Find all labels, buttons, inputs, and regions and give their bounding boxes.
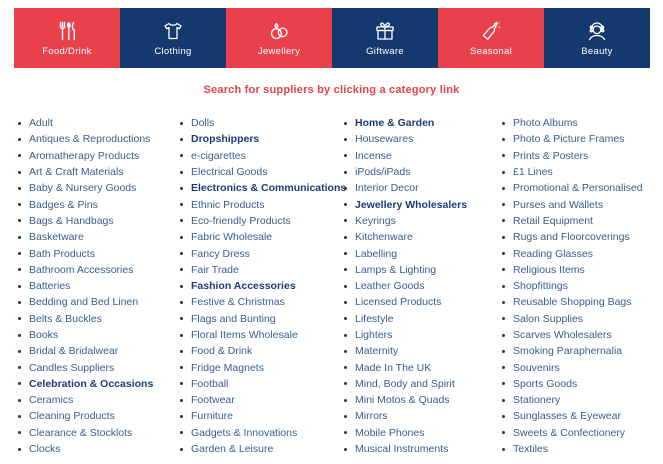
- category-list-item: [344, 213, 502, 229]
- category-list-item: [344, 131, 502, 147]
- category-link[interactable]: e-cigarettes: [191, 149, 246, 162]
- category-link[interactable]: Mirrors: [355, 410, 388, 423]
- category-list-item: [180, 196, 344, 212]
- category-list-item: [180, 376, 344, 392]
- category-list-item: [502, 278, 656, 294]
- category-list-item: [18, 327, 180, 343]
- category-list-item: [18, 229, 180, 245]
- category-list-item: [18, 408, 180, 424]
- category-list-item: [180, 294, 344, 310]
- tab-clothing[interactable]: [120, 8, 226, 68]
- category-list-item: [502, 164, 656, 180]
- category-list-item: [180, 213, 344, 229]
- tab-jewellery[interactable]: [226, 8, 332, 68]
- category-list-item: [18, 311, 180, 327]
- category-link[interactable]: Promotional & Personalised: [513, 182, 643, 195]
- tab-seasonal[interactable]: [438, 8, 544, 68]
- category-list-item: [180, 131, 344, 147]
- category-link[interactable]: Home & Garden: [355, 117, 435, 130]
- category-link[interactable]: Ceramics: [29, 394, 74, 407]
- tab-label: Clothing: [154, 46, 192, 57]
- category-column-2: [180, 115, 347, 457]
- category-link[interactable]: Photo Albums: [513, 117, 578, 130]
- category-list-item: [18, 376, 180, 392]
- category-link[interactable]: Maternity: [355, 345, 399, 358]
- category-list-item: [18, 359, 180, 375]
- category-list-item: [344, 278, 502, 294]
- category-list-item: [502, 359, 656, 375]
- category-list-item: [502, 196, 656, 212]
- rings-icon: [267, 19, 291, 43]
- category-link[interactable]: Made In The UK: [355, 361, 432, 374]
- category-link[interactable]: Bath Products: [29, 247, 95, 260]
- category-list-item: [180, 278, 344, 294]
- category-link[interactable]: Adult: [29, 117, 53, 130]
- category-column-3: [344, 115, 502, 457]
- category-link[interactable]: Bathroom Accessories: [29, 263, 134, 276]
- category-list-item: [502, 327, 656, 343]
- category-link[interactable]: Kitchenware: [355, 231, 413, 244]
- category-link[interactable]: Jewellery Wholesalers: [355, 198, 468, 211]
- category-link[interactable]: Religious Items: [513, 263, 585, 276]
- category-link[interactable]: Rugs and Floorcoverings: [513, 231, 630, 244]
- category-link[interactable]: Prints & Posters: [513, 149, 589, 162]
- category-list-item: [502, 213, 656, 229]
- category-list-item: [344, 408, 502, 424]
- category-link[interactable]: Textiles: [513, 443, 549, 456]
- category-link[interactable]: Batteries: [29, 280, 71, 293]
- category-list-item: [502, 425, 656, 441]
- category-list-item: [180, 327, 344, 343]
- category-list-item: [18, 148, 180, 164]
- category-link[interactable]: Aromatherapy Products: [29, 149, 140, 162]
- category-list-item: [344, 180, 502, 196]
- category-list-item: [344, 343, 502, 359]
- category-link[interactable]: Cleaning Products: [29, 410, 115, 423]
- category-link[interactable]: Food & Drink: [191, 345, 253, 358]
- category-link[interactable]: Bridal & Bridalwear: [29, 345, 119, 358]
- category-link[interactable]: Ethnic Products: [191, 198, 265, 211]
- category-link[interactable]: Antiques & Reproductions: [29, 133, 151, 146]
- category-list-item: [502, 408, 656, 424]
- category-list-item: [180, 408, 344, 424]
- category-link[interactable]: Labelling: [355, 247, 398, 260]
- category-list-item: [502, 343, 656, 359]
- category-list-item: [18, 262, 180, 278]
- category-list-item: [502, 131, 656, 147]
- category-link[interactable]: Bags & Handbags: [29, 214, 114, 227]
- category-link[interactable]: Eco-friendly Products: [191, 214, 291, 227]
- category-list-item: [180, 245, 344, 261]
- category-link[interactable]: Sunglasses & Eyewear: [513, 410, 621, 423]
- category-list-item: [502, 245, 656, 261]
- category-link[interactable]: Celebration & Occasions: [29, 377, 154, 390]
- category-column-4: [502, 115, 656, 457]
- category-link[interactable]: Dropshippers: [191, 133, 260, 146]
- category-list-item: [502, 229, 656, 245]
- category-list-item: [344, 311, 502, 327]
- category-list-item: [344, 441, 502, 457]
- tab-giftware[interactable]: [332, 8, 438, 68]
- category-link[interactable]: Electrical Goods: [191, 166, 268, 179]
- category-link[interactable]: Reading Glasses: [513, 247, 593, 260]
- category-link[interactable]: Musical Instruments: [355, 443, 449, 456]
- category-list-item: [344, 115, 502, 131]
- category-link[interactable]: Fabric Wholesale: [191, 231, 273, 244]
- category-list-item: [18, 343, 180, 359]
- category-list-item: [502, 376, 656, 392]
- category-link[interactable]: Mini Motos & Quads: [355, 394, 450, 407]
- tab-label: Seasonal: [469, 46, 512, 57]
- category-list-item: [18, 213, 180, 229]
- category-link[interactable]: Fair Trade: [191, 263, 239, 276]
- category-list-item: [344, 262, 502, 278]
- category-list-item: [18, 196, 180, 212]
- tab-food-drink[interactable]: [14, 8, 120, 68]
- category-list-item: [18, 294, 180, 310]
- category-link[interactable]: Footwear: [191, 394, 235, 407]
- category-link[interactable]: Gadgets & Innovations: [191, 426, 298, 439]
- category-list-item: [502, 262, 656, 278]
- tab-label: Beauty: [581, 46, 613, 57]
- category-list-item: [344, 245, 502, 261]
- category-list-item: [18, 131, 180, 147]
- category-tab-bar: [14, 8, 650, 68]
- champagne-icon: [479, 19, 503, 43]
- category-list-item: [18, 180, 180, 196]
- category-list-item: [180, 441, 344, 457]
- category-link[interactable]: Bedding and Bed Linen: [29, 296, 139, 309]
- beauty-icon: [585, 19, 609, 43]
- category-link[interactable]: Housewares: [355, 133, 414, 146]
- category-link[interactable]: £1 Lines: [513, 166, 553, 179]
- category-link[interactable]: Lighters: [355, 329, 393, 341]
- tab-beauty[interactable]: [544, 8, 650, 68]
- category-link[interactable]: Belts & Buckles: [29, 312, 102, 325]
- category-list-item: [344, 359, 502, 375]
- category-list-item: [180, 262, 344, 278]
- category-columns: [18, 115, 656, 457]
- category-list-item: [180, 425, 344, 441]
- category-list-item: [18, 115, 180, 131]
- category-link[interactable]: Flags and Bunting: [191, 312, 276, 325]
- category-list-item: [344, 196, 502, 212]
- category-link[interactable]: Incense: [355, 149, 392, 162]
- category-list-item: [18, 278, 180, 294]
- category-link[interactable]: Clearance & Stocklots: [29, 426, 133, 439]
- tab-label: Giftware: [366, 46, 404, 57]
- category-list-item: [344, 164, 502, 180]
- category-list-item: [180, 115, 344, 131]
- category-link[interactable]: Sports Goods: [513, 377, 578, 390]
- category-list-item: [180, 148, 344, 164]
- category-link[interactable]: Furniture: [191, 410, 234, 423]
- category-link[interactable]: Sweets & Confectionery: [513, 426, 626, 439]
- category-list-item: [180, 180, 347, 196]
- category-link[interactable]: Scarves Wholesalers: [513, 329, 612, 341]
- category-link[interactable]: Books: [29, 329, 59, 341]
- category-link[interactable]: Keyrings: [355, 214, 396, 227]
- page-title: Search for suppliers by clicking a category link: [203, 84, 460, 96]
- category-link[interactable]: Fridge Magnets: [191, 361, 264, 374]
- category-list-item: [502, 441, 656, 457]
- category-link[interactable]: Leather Goods: [355, 280, 425, 293]
- category-link[interactable]: Purses and Wallets: [513, 198, 604, 211]
- category-link[interactable]: Fancy Dress: [191, 247, 250, 260]
- category-link[interactable]: Garden & Leisure: [191, 443, 274, 456]
- category-link[interactable]: Salon Supplies: [513, 312, 584, 325]
- cutlery-icon: [55, 19, 79, 43]
- category-list-item: [502, 148, 656, 164]
- category-link[interactable]: Stationery: [513, 394, 561, 407]
- category-link[interactable]: Electronics & Communications: [191, 182, 347, 195]
- category-list-item: [18, 164, 180, 180]
- category-list-item: [344, 294, 502, 310]
- category-link[interactable]: Smoking Paraphernalia: [513, 345, 623, 358]
- category-list-item: [344, 148, 502, 164]
- category-link[interactable]: Dolls: [191, 117, 215, 130]
- category-link[interactable]: Shopfittings: [513, 280, 568, 293]
- category-list-item: [180, 343, 344, 359]
- category-link[interactable]: Lifestyle: [355, 312, 394, 325]
- category-link[interactable]: Mind, Body and Spirit: [355, 377, 455, 390]
- category-link[interactable]: iPods/iPads: [355, 166, 411, 179]
- category-link[interactable]: Licensed Products: [355, 296, 442, 309]
- category-list-item: [502, 115, 656, 131]
- category-link[interactable]: Festive & Christmas: [191, 296, 285, 309]
- category-list-item: [180, 164, 344, 180]
- category-list-item: [344, 327, 502, 343]
- category-list-item: [180, 359, 344, 375]
- category-link[interactable]: Photo & Picture Frames: [513, 133, 625, 146]
- gift-icon: [373, 19, 397, 43]
- category-link[interactable]: Art & Craft Materials: [29, 166, 124, 179]
- category-list-item: [18, 392, 180, 408]
- category-list-item: [344, 229, 502, 245]
- category-link[interactable]: Basketware: [29, 231, 84, 244]
- category-list-item: [502, 311, 656, 327]
- category-list-item: [18, 441, 180, 457]
- category-list-item: [18, 245, 180, 261]
- tab-label: Jewellery: [257, 46, 301, 57]
- category-link[interactable]: Fashion Accessories: [191, 280, 296, 293]
- category-list-item: [180, 229, 344, 245]
- category-link[interactable]: Floral Items Wholesale: [191, 329, 298, 341]
- category-list-item: [502, 392, 656, 408]
- category-link[interactable]: Clocks: [29, 443, 61, 456]
- tshirt-icon: [161, 19, 185, 43]
- category-link[interactable]: Badges & Pins: [29, 198, 98, 211]
- category-list-item: [502, 294, 656, 310]
- category-link[interactable]: Retail Equipment: [513, 214, 593, 227]
- category-link[interactable]: Lamps & Lighting: [355, 263, 437, 276]
- category-link[interactable]: Baby & Nursery Goods: [29, 182, 137, 195]
- category-link[interactable]: Interior Decor: [355, 182, 419, 195]
- category-list-item: [344, 425, 502, 441]
- category-list-item: [344, 392, 502, 408]
- category-list-item: [180, 392, 344, 408]
- category-list-item: [502, 180, 656, 196]
- category-link[interactable]: Candles Suppliers: [29, 361, 115, 374]
- category-link[interactable]: Souvenirs: [513, 361, 560, 374]
- category-list-item: [344, 376, 502, 392]
- category-list-item: [180, 311, 344, 327]
- category-link[interactable]: Mobile Phones: [355, 426, 425, 439]
- category-column-1: [18, 115, 180, 457]
- category-link[interactable]: Reusable Shopping Bags: [513, 296, 632, 309]
- category-list-item: [18, 425, 180, 441]
- tab-label: Food/Drink: [42, 46, 92, 57]
- category-link[interactable]: Football: [191, 377, 229, 390]
